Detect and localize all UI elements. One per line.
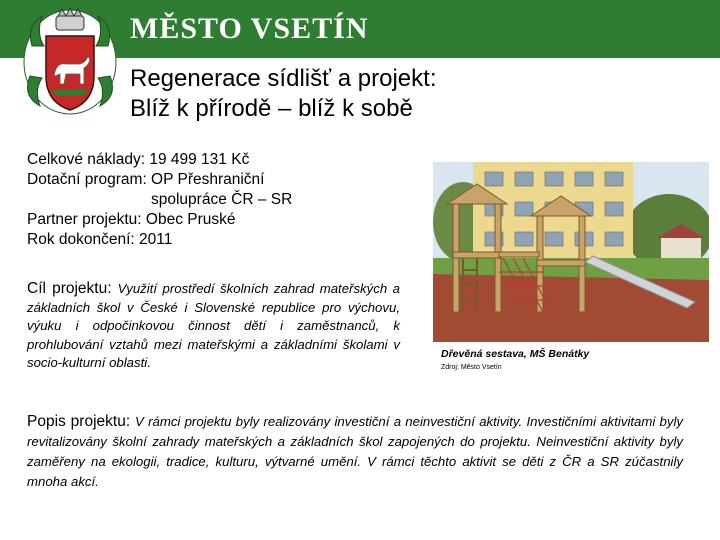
- project-description: [27, 412, 683, 492]
- city-coat-of-arms-icon: [22, 6, 118, 118]
- goal-label: Cíl projektu:: [27, 280, 118, 297]
- fact-program-continued: spolupráce ČR – SR: [151, 191, 293, 208]
- city-name: MĚSTO VSETÍN: [130, 12, 369, 45]
- description-label: Popis projektu:: [27, 413, 136, 430]
- project-goal: [27, 280, 400, 373]
- fact-completion: Rok dokončení: 2011: [27, 231, 173, 248]
- goal-text: Využití prostředí školních zahrad mateřských a základních škol v České i Slovenské republice pro výchovu, výuku i odpočinkovou činnost dětí i zaměstnanců, k prohlubování vztahů mezi mateřskými a základními školami v socio-kulturní oblasti.: [27, 281, 400, 370]
- title-line-2: Blíž k přírodě – blíž k sobě: [130, 95, 413, 122]
- photo-caption: Dřevěná sestava, MŠ Benátky: [441, 348, 590, 360]
- fact-partner: Partner projektu: Obec Pruské: [27, 211, 236, 228]
- title-line-1: Regenerace sídlišť a projekt:: [130, 65, 437, 92]
- playground-photo: [433, 162, 709, 342]
- description-text: V rámci projektu byly realizovány investiční a neinvestiční aktivity. Investičními aktivitami byly revitalizovány školní zahrady mateřských a základních škol zapojených do projektu. Neinvestiční aktivity byly zaměřeny na ekologii, tradice, kulturu, výtvarné umění. V rámci těchto aktivit se děti z ČR a SR zúčastnily mnoha akcí.: [27, 414, 684, 489]
- fact-cost: Celkové náklady: 19 499 131 Kč: [27, 151, 250, 168]
- page-title: [130, 64, 550, 124]
- photo-source: Zdroj: Město Vsetín: [441, 364, 502, 371]
- project-facts: [27, 150, 292, 250]
- fact-program: Dotační program: OP Přeshraniční: [27, 171, 265, 188]
